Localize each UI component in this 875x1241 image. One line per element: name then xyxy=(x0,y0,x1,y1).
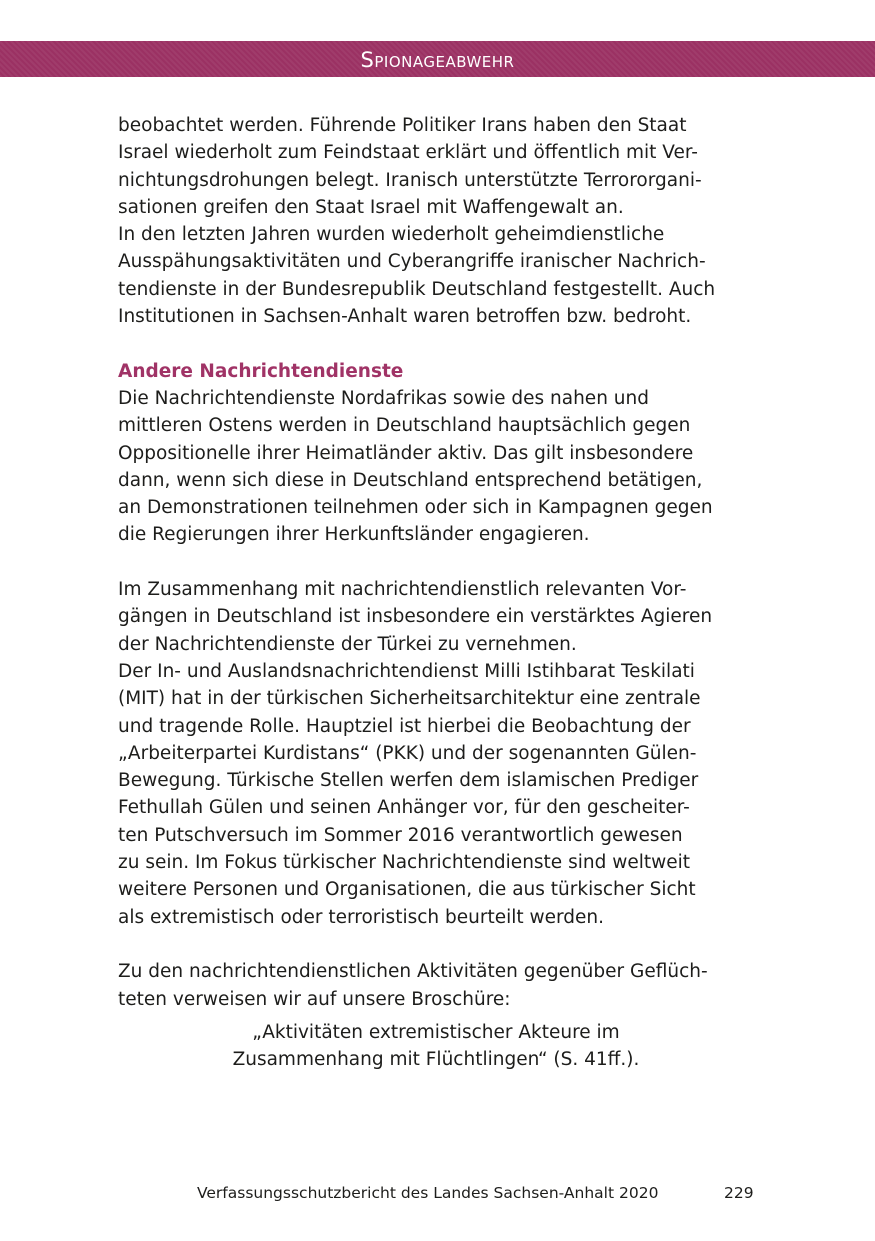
text-line: zu sein. Im Fokus türkischer Nachrichtendienste sind weltweit xyxy=(118,852,691,874)
text-line: gängen in Deutschland ist insbesondere ein verstärktes Agieren xyxy=(118,606,713,628)
paragraph-iran-cyber xyxy=(118,221,758,330)
paragraph-refugees xyxy=(118,958,758,1013)
text-line: und tragende Rolle. Hauptziel ist hierbei die Beobachtung der xyxy=(118,715,691,737)
text-line: „Aktivitäten extremistischer Akteure im xyxy=(252,1021,620,1043)
brochure-reference xyxy=(118,1019,754,1074)
text-line: tendienste in der Bundesrepublik Deutschland festgestellt. Auch xyxy=(118,278,716,300)
text-line: Ausspähungsaktivitäten und Cyberangriffe iranischer Nachrich- xyxy=(118,251,706,273)
text-line: sationen greifen den Staat Israel mit Waffengewalt an. xyxy=(118,196,624,218)
text-line: weitere Personen und Organisationen, die aus türkischer Sicht xyxy=(118,879,696,901)
paragraph-mit xyxy=(118,658,758,931)
text-line: Israel wiederholt zum Feindstaat erklärt und öffentlich mit Ver- xyxy=(118,142,698,164)
text-line: Im Zusammenhang mit nachrichtendienstlich relevanten Vor- xyxy=(118,579,687,601)
paragraph-other-services xyxy=(118,385,758,549)
text-line: an Demonstrationen teilnehmen oder sich in Kampagnen gegen xyxy=(118,497,713,519)
text-line: dann, wenn sich diese in Deutschland entsprechend betätigen, xyxy=(118,469,703,491)
paragraph-gap xyxy=(118,330,758,357)
text-line: Die Nachrichtendienste Nordafrikas sowie des nahen und xyxy=(118,387,649,409)
text-line: der Nachrichtendienste der Türkei zu vernehmen. xyxy=(118,633,577,655)
paragraph-gap xyxy=(118,549,758,576)
text-line: als extremistisch oder terroristisch beurteilt werden. xyxy=(118,906,605,928)
text-line: Oppositionelle ihrer Heimatländer aktiv. Das gilt insbesondere xyxy=(118,442,694,464)
text-line: (MIT) hat in der türkischen Sicherheitsarchitektur eine zentrale xyxy=(118,688,701,710)
paragraph-turkey-intro xyxy=(118,576,758,658)
header-bar xyxy=(0,41,875,77)
text-line: Zusammenhang mit Flüchtlingen“ (S. 41ff.). xyxy=(232,1049,640,1071)
text-line: Der In- und Auslandsnachrichtendienst Milli Istihbarat Teskilati xyxy=(118,660,695,682)
text-line: Institutionen in Sachsen-Anhalt waren betroffen bzw. bedroht. xyxy=(118,306,692,328)
text-line: mittleren Ostens werden in Deutschland hauptsächlich gegen xyxy=(118,415,691,437)
text-line: die Regierungen ihrer Herkunftsländer engagieren. xyxy=(118,524,590,546)
text-line: In den letzten Jahren wurden wiederholt geheimdienstliche xyxy=(118,224,665,246)
text-line: ten Putschversuch im Sommer 2016 verantwortlich gewesen xyxy=(118,824,683,846)
text-line: beobachtet werden. Führende Politiker Irans haben den Staat xyxy=(118,115,687,136)
section-title: Spionageabwehr xyxy=(360,48,515,72)
text-line: nichtungsdrohungen belegt. Iranisch unterstützte Terrororgani- xyxy=(118,169,702,191)
text-line: „Arbeiterpartei Kurdistans“ (PKK) und der sogenannten Gülen- xyxy=(118,742,697,764)
footer-report-title: Verfassungsschutzbericht des Landes Sachsen-Anhalt 2020 xyxy=(197,1184,659,1202)
subheading-other-services: Andere Nachrichtendienste xyxy=(118,360,404,382)
text-line: Fethullah Gülen und seinen Anhänger vor, für den gescheiter- xyxy=(118,797,690,819)
paragraph-iran-intro xyxy=(118,112,758,221)
text-line: teten verweisen wir auf unsere Broschüre: xyxy=(118,988,511,1010)
text-line: Zu den nachrichtendienstlichen Aktivitäten gegenüber Geflüch- xyxy=(118,961,708,983)
page-number: 229 xyxy=(724,1184,754,1202)
paragraph-gap xyxy=(118,931,758,958)
text-line: Bewegung. Türkische Stellen werfen dem islamischen Prediger xyxy=(118,770,699,792)
page-content xyxy=(118,112,758,1073)
